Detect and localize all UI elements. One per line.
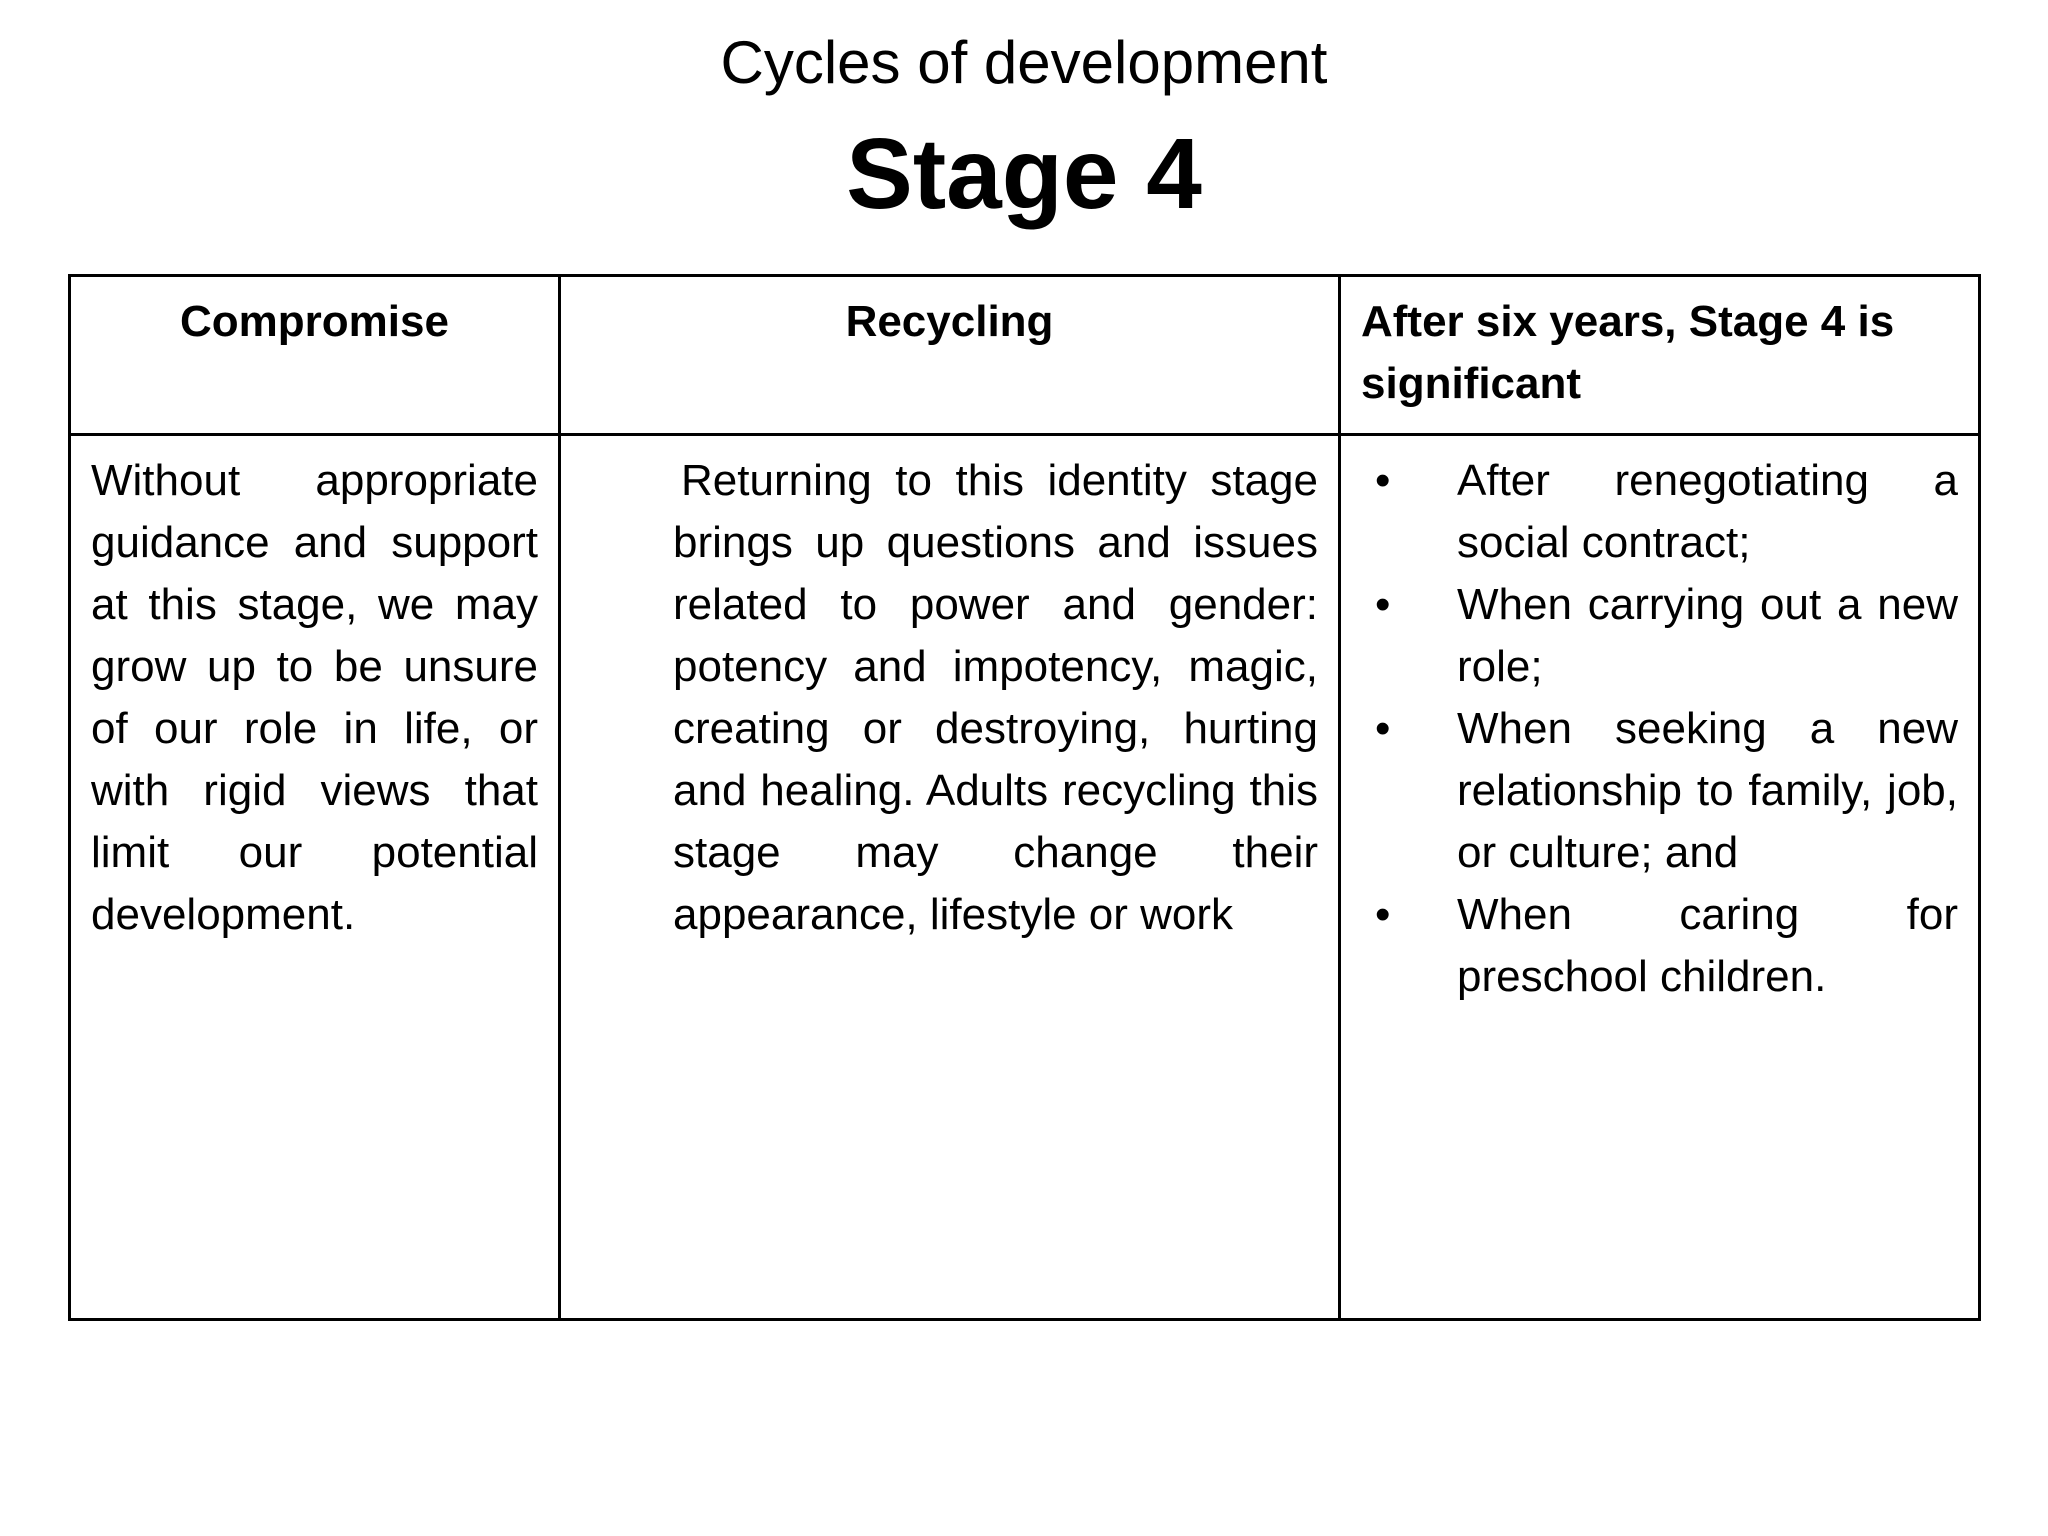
bullet-icon: •: [1375, 580, 1391, 629]
slide-subtitle: Cycles of development: [720, 29, 1328, 96]
bullet-icon: •: [1375, 456, 1391, 505]
bullet-icon: •: [1375, 704, 1391, 753]
column-header-recycling: Recycling: [560, 276, 1340, 435]
column-header-compromise: Compromise: [70, 276, 560, 435]
stage-table: [68, 274, 1981, 1321]
table-header-row: [70, 276, 1980, 435]
list-item-text: After renegotiating a social contract;: [1457, 456, 1958, 567]
cell-significant: [1340, 435, 1980, 1320]
list-item: [1361, 450, 1958, 574]
column-header-significant: After six years, Stage 4 is significant: [1340, 276, 1980, 435]
bullet-icon: •: [1375, 890, 1391, 939]
list-item: [1361, 574, 1958, 698]
table-row: [70, 435, 1980, 1320]
significant-list: [1361, 450, 1958, 1008]
list-item: [1361, 884, 1958, 1008]
slide-title: Stage 4: [846, 118, 1202, 230]
compromise-text: Without appropriate guidance and support at this stage, we may grow up to be unsure of our role in life, or with rigid views that limit our potential development.: [91, 456, 538, 939]
cell-compromise: [70, 435, 560, 1320]
list-item-text: When caring for preschool children.: [1457, 890, 1958, 1001]
list-item: [1361, 698, 1958, 884]
list-item-text: When seeking a new relationship to family, job, or culture; and: [1457, 704, 1958, 877]
recycling-text: Returning to this identity stage brings up questions and issues related to power and gender: potency and impotency, magic, creating or destroying, hurting and healing. Adults recycling this stage may change their appearance, lifestyle or work: [673, 456, 1318, 939]
list-item-text: When carrying out a new role;: [1457, 580, 1958, 691]
cell-recycling: [560, 435, 1340, 1320]
